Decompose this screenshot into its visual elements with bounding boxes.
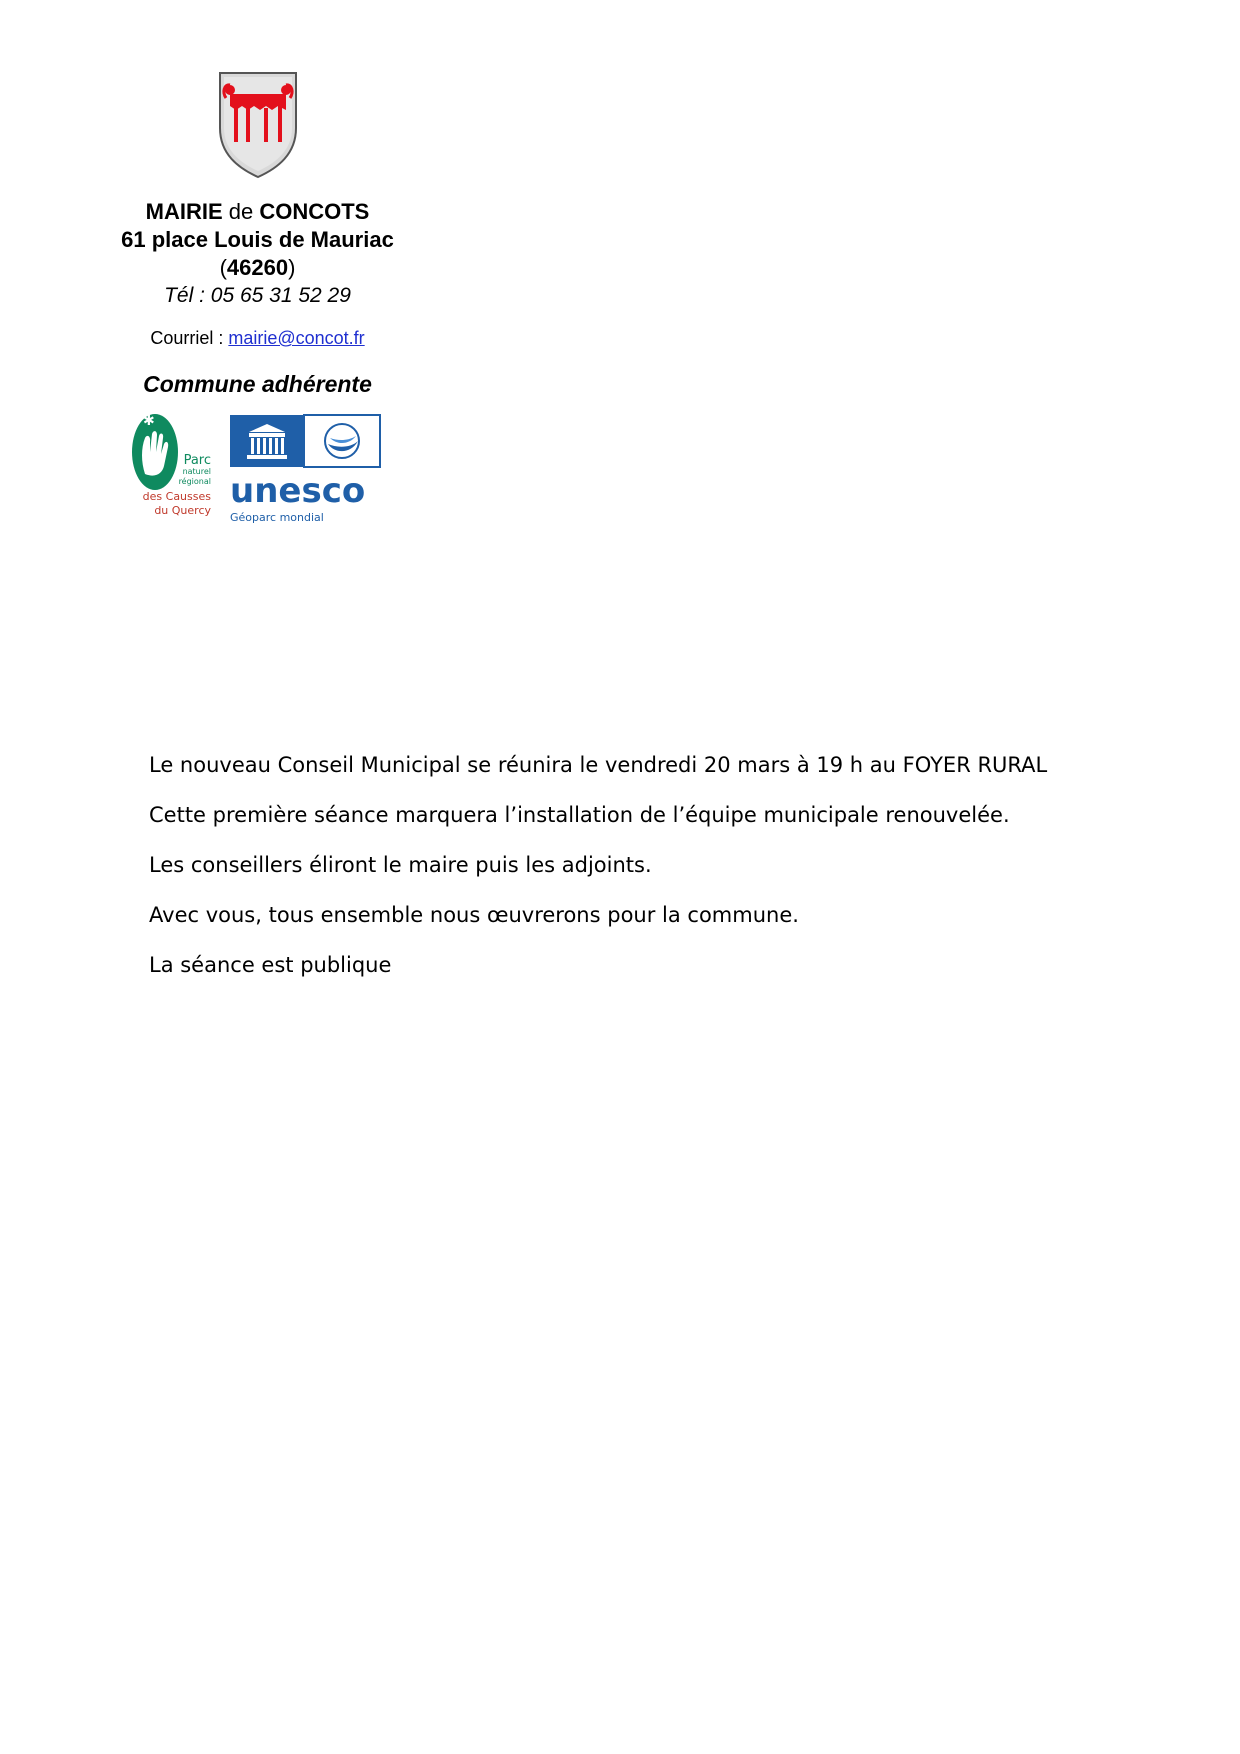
- postal-open: (: [219, 255, 227, 280]
- svg-text:✱: ✱: [143, 413, 155, 429]
- postal-code-line: [100, 254, 415, 282]
- notice-body: [149, 750, 1149, 1000]
- partner-logos: [100, 412, 415, 532]
- letterhead: [100, 70, 415, 532]
- parc-line3: régional: [178, 477, 211, 486]
- parc-naturel-logo: [131, 412, 213, 528]
- paragraph: Le nouveau Conseil Municipal se réunira le vendredi 20 mars à 19 h au FOYER RURAL: [149, 753, 1048, 777]
- parc-line2: naturel: [182, 467, 211, 476]
- email-link[interactable]: mairie@concot.fr: [228, 328, 365, 348]
- phone: Tél : 05 65 31 52 29: [164, 284, 351, 307]
- email-label: Courriel :: [150, 328, 229, 348]
- parc-line4: des Causses: [142, 490, 211, 503]
- paragraph: Avec vous, tous ensemble nous œuvrerons pour la commune.: [149, 903, 799, 927]
- paragraph: La séance est publique: [149, 953, 392, 977]
- parc-line5: du Quercy: [154, 504, 211, 517]
- address: 61 place Louis de Mauriac: [121, 227, 394, 252]
- postal-code: 46260: [226, 255, 289, 280]
- de-label: de: [228, 199, 254, 224]
- commune-name: CONCOTS: [259, 199, 370, 224]
- unesco-word: unesco: [230, 471, 366, 511]
- mairie-label: MAIRIE: [145, 199, 223, 224]
- member-label: Commune adhérente: [143, 371, 372, 397]
- unesco-geoparc-logo: [229, 414, 381, 526]
- coat-of-arms-icon: [216, 70, 300, 180]
- email-line: [100, 326, 415, 350]
- paragraph: Les conseillers éliront le maire puis les adjoints.: [149, 853, 652, 877]
- postal-close: ): [288, 255, 296, 280]
- parc-line1: Parc: [183, 453, 211, 468]
- unesco-tagline: Géoparc mondial: [230, 511, 324, 524]
- paragraph: Cette première séance marquera l’installation de l’équipe municipale renouvelée.: [149, 803, 1010, 827]
- town-hall-title: [100, 198, 415, 226]
